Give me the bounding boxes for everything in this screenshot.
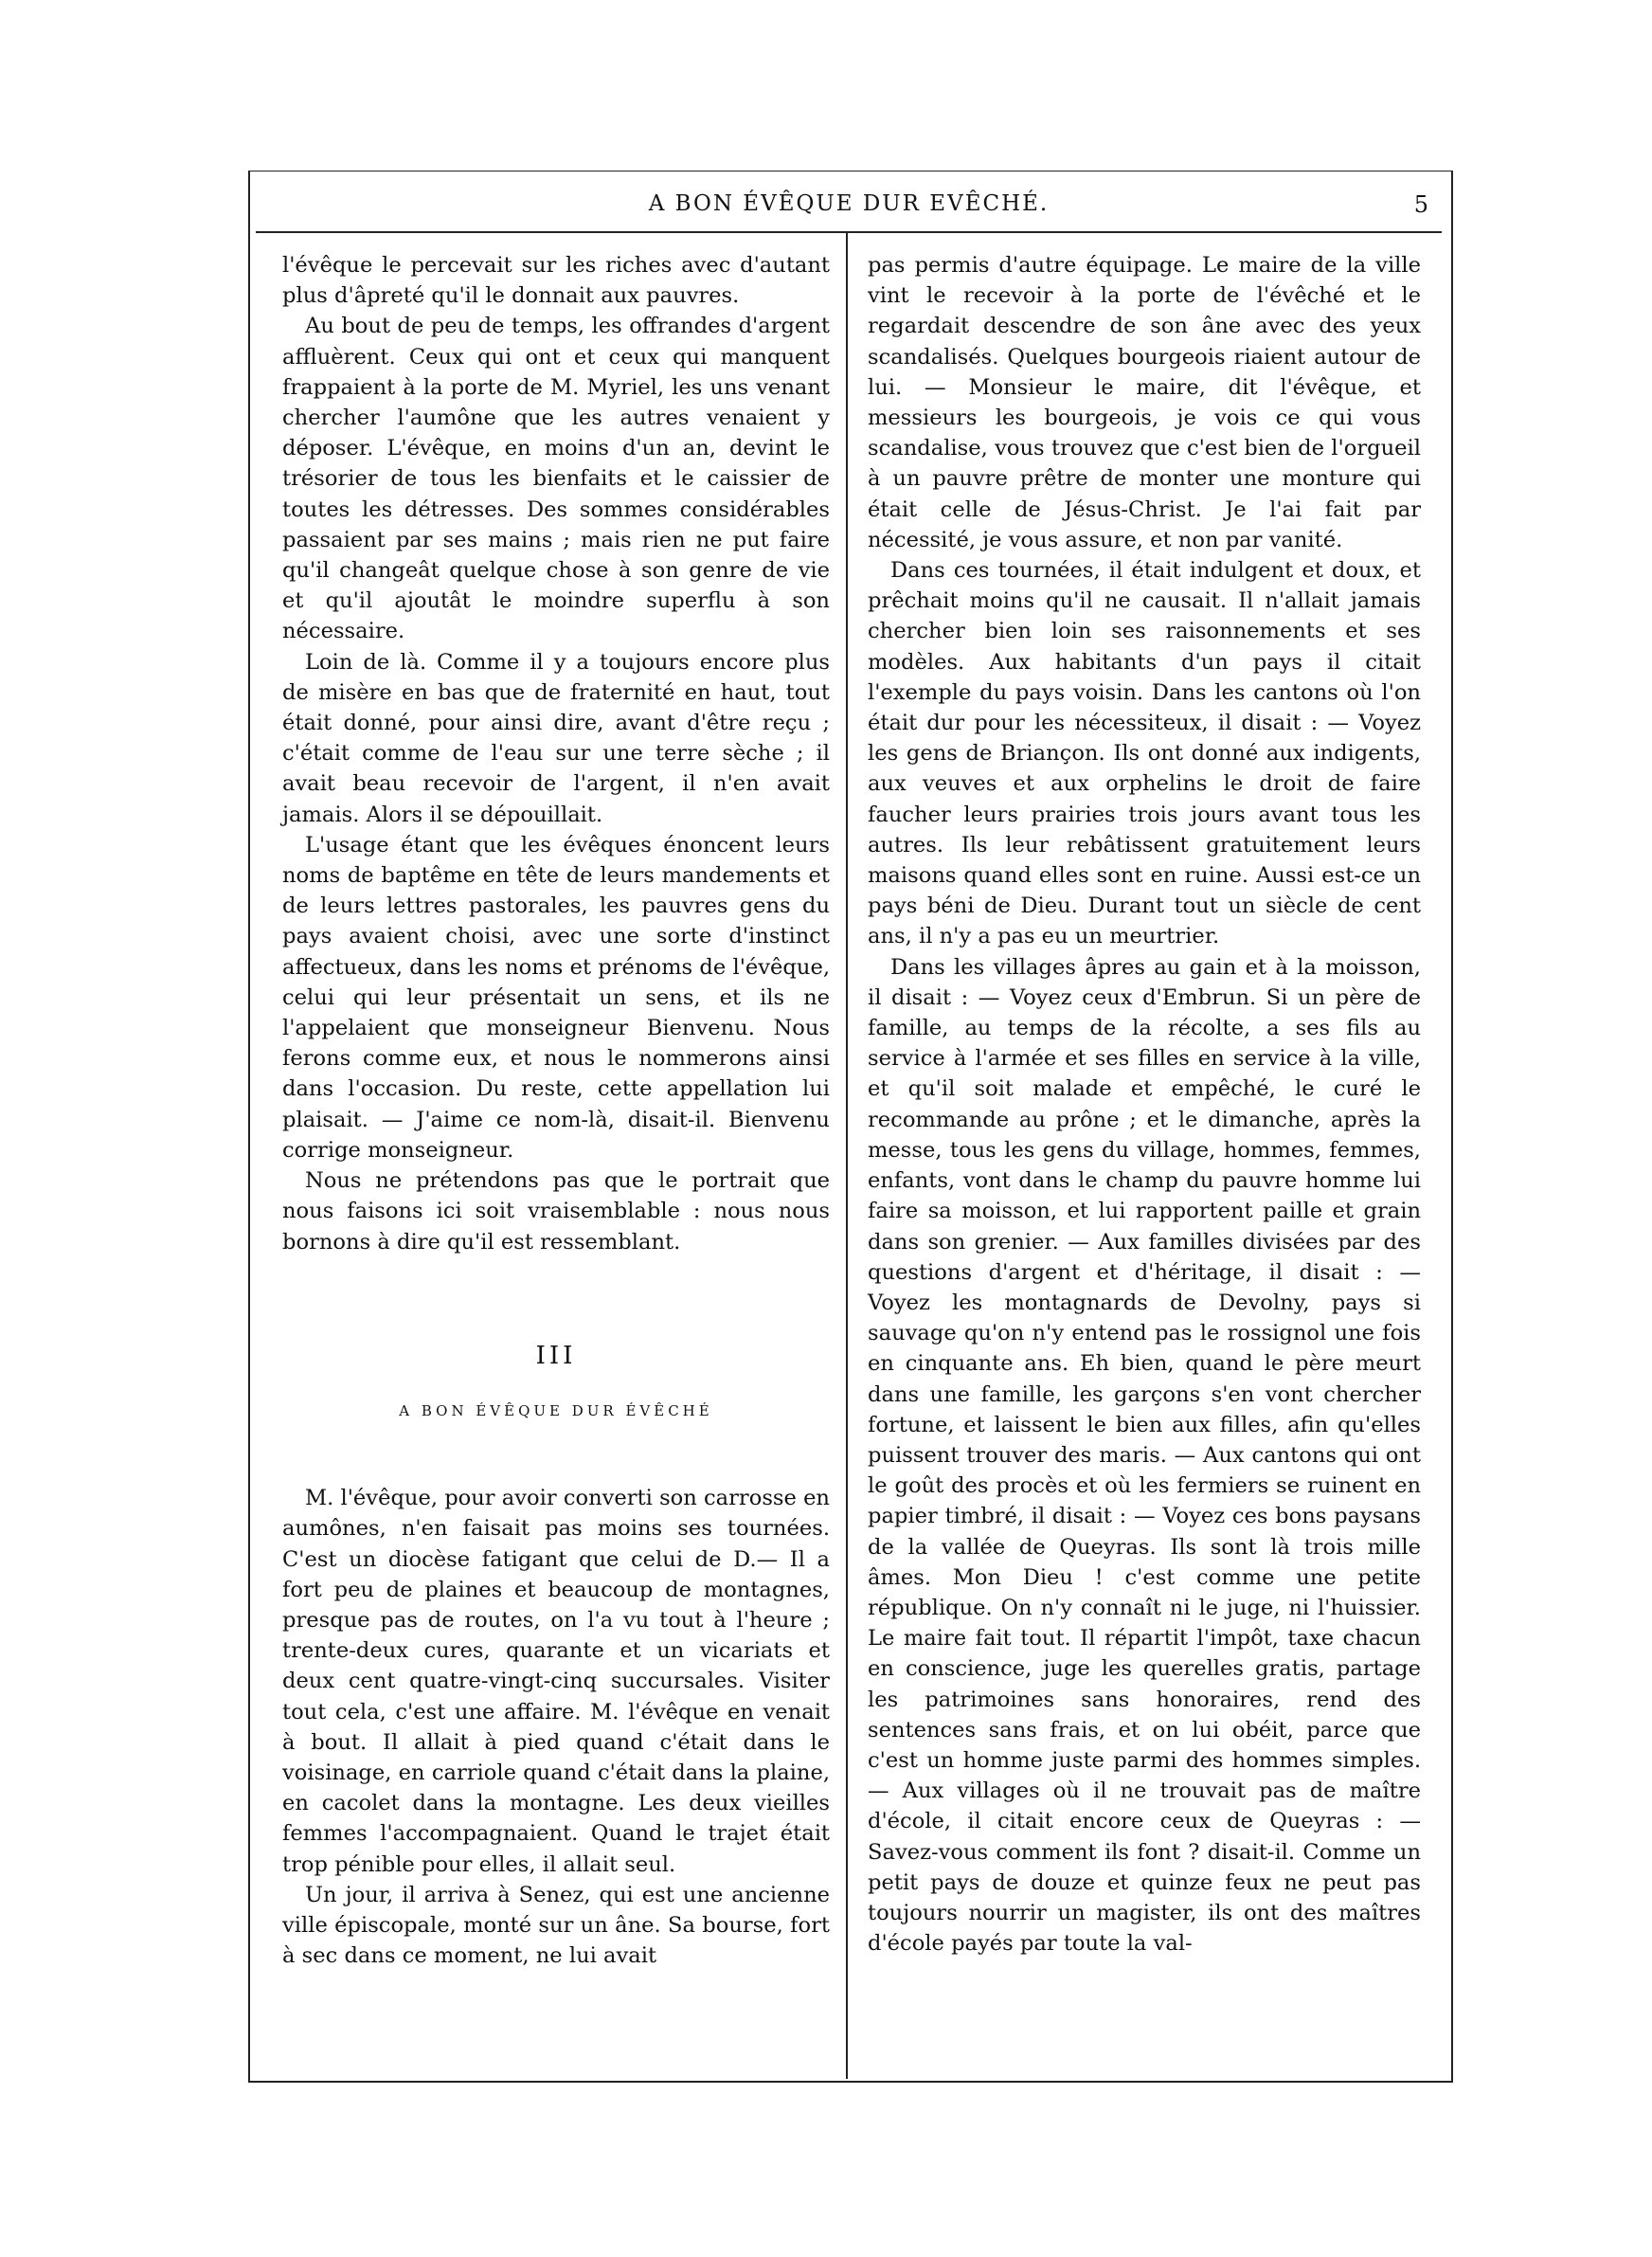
paragraph: Dans ces tournées, il était indulgent et doux, et prêchait moins qu'il ne causait. Il n'allait jamais chercher bien loin ses raisonnements et ses modèles. Aux habitants d'un pays il citait l'exemple du pays voisin. Dans les cantons où l'on était dur pour les nécessiteux, il disait : — Voyez les gens de Briançon. Ils ont donné aux indigents, aux veuves et aux orphelins le droit de faire faucher leurs prairies trois jours avant tous les autres. Ils leur rebâtissent gratuitement leurs maisons quand elles sont en ruine. Aussi est-ce un pays béni de Dieu. Durant tout un siècle de cent ans, il n'y a pas eu un meurtrier.	[868, 558, 1421, 949]
header-rule	[256, 231, 1442, 233]
paragraph: l'évêque le percevait sur les riches avec d'autant plus d'âpreté qu'il le donnait aux pauvres.	[282, 253, 830, 309]
paragraph: pas permis d'autre équipage. Le maire de la ville vint le recevoir à la porte de l'évêché et le regardait descendre de son âne avec des yeux scandalisés. Quelques bourgeois riaient autour de lui. — Monsieur le maire, dit l'évêque, et messieurs les bourgeois, je vois ce qui vous scandalise, vous trouvez que c'est bien de l'orgueil à un pauvre prêtre de monter une monture qui était celle de Jésus-Christ. Je l'ai fait par nécessité, je vous assure, et non par vanité.	[868, 253, 1421, 552]
left-column	[282, 250, 830, 1971]
paragraph: Un jour, il arriva à Senez, qui est une ancienne ville épiscopale, monté sur un âne. Sa bourse, fort à sec dans ce moment, ne lui avait	[282, 1882, 830, 1969]
running-title: A BON ÉVÊQUE DUR EVÊCHÉ.	[648, 191, 1050, 216]
paragraph: Loin de là. Comme il y a toujours encore plus de misère en bas que de fraternité en haut, tout était donné, pour ainsi dire, avant d'être reçu ; c'était comme de l'eau sur une terre sèche ; il avait beau recevoir de l'argent, il n'en avait jamais. Alors il se dépouillait.	[282, 649, 830, 827]
paragraph: Au bout de peu de temps, les offrandes d'argent affluèrent. Ceux qui ont et ceux qui manquent frappaient à la porte de M. Myriel, les uns venant chercher l'aumône que les autres venaient y déposer. L'évêque, en moins d'un an, devint le trésorier de tous les bienfaits et le caissier de toutes les détresses. Des sommes considérables passaient par ses mains ; mais rien ne put faire qu'il changeât quelque chose à son genre de vie et qu'il ajoutât le moindre superflu à son nécessaire.	[282, 314, 830, 644]
right-column	[868, 250, 1421, 1959]
chapter-title: A BON ÉVÊQUE DUR ÉVÊCHÉ	[399, 1401, 713, 1419]
chapter-number: III	[535, 1341, 577, 1370]
running-header	[248, 190, 1449, 227]
paragraph: Dans les villages âpres au gain et à la moisson, il disait : — Voyez ceux d'Embrun. Si un père de famille, au temps de la récolte, a ses fils au service à l'armée et ses filles en service à la ville, et qu'il soit malade et empêché, le curé le recommande au prône ; et le dimanche, après la messe, tous les gens du village, hommes, femmes, enfants, vont dans le champ du pauvre homme lui faire sa moisson, et lui rapportent paille et grain dans son grenier. — Aux familles divisées par des questions d'argent et d'héritage, il disait : — Voyez les montagnards de Devolny, pays si sauvage qu'on n'y entend pas le rossignol une fois en cinquante ans. Eh bien, quand le père meurt dans une famille, les garçons s'en vont chercher fortune, et laissent le bien aux filles, afin qu'elles puissent trouver des maris. — Aux cantons qui ont le goût des procès et où les fermiers se ruinent en papier timbré, il disait : — Voyez ces bons paysans de la vallée de Queyras. Ils sont là trois mille âmes. Mon Dieu ! c'est comme une petite république. On n'y connaît ni le juge, ni l'huissier. Le maire fait tout. Il répartit l'impôt, taxe chacun en conscience, juge les querelles gratis, partage les patrimoines sans honoraires, rend des sentences sans frais, et on lui obéit, parce que c'est un homme juste parmi des hommes simples. — Aux villages où il ne trouvait pas de maître d'école, il citait encore ceux de Queyras : — Savez-vous comment ils font ? disait-il. Comme un petit pays de douze et quinze feux ne peut pas toujours nourrir un magister, ils ont des maîtres d'école payés par toute la val-	[868, 954, 1421, 1957]
column-divider	[846, 233, 848, 2079]
page-number: 5	[1413, 191, 1428, 218]
paragraph: L'usage étant que les évêques énoncent leurs noms de baptême en tête de leurs mandements et de leurs lettres pastorales, les pauvres gens du pays avaient choisi, avec une sorte d'instinct affectueux, dans les noms et prénoms de l'évêque, celui qui leur présentait un sens, et ils ne l'appelaient que monseigneur Bienvenu. Nous ferons comme eux, et nous le nommerons ainsi dans l'occasion. Du reste, cette appellation lui plaisait. — J'aime ce nom-là, disait-il. Bienvenu corrige monseigneur.	[282, 832, 830, 1163]
paragraph: Nous ne prétendons pas que le portrait que nous faisons ici soit vraisemblable : nous nous bornons à dire qu'il est ressemblant.	[282, 1168, 830, 1255]
paragraph: M. l'évêque, pour avoir converti son carrosse en aumônes, n'en faisait pas moins ses tournées. C'est un diocèse fatigant que celui de D.— Il a fort peu de plaines et beaucoup de montagnes, presque pas de routes, on l'a vu tout à l'heure ; trente-deux cures, quarante et un vicariats et deux cent quatre-vingt-cinq succursales. Visiter tout cela, c'est une affaire. M. l'évêque en venait à bout. Il allait à pied quand c'était dans le voisinage, en carriole quand c'était dans la plaine, en cacolet dans la montagne. Les deux vieilles femmes l'accompagnaient. Quand le trajet était trop pénible pour elles, il allait seul.	[282, 1486, 830, 1877]
